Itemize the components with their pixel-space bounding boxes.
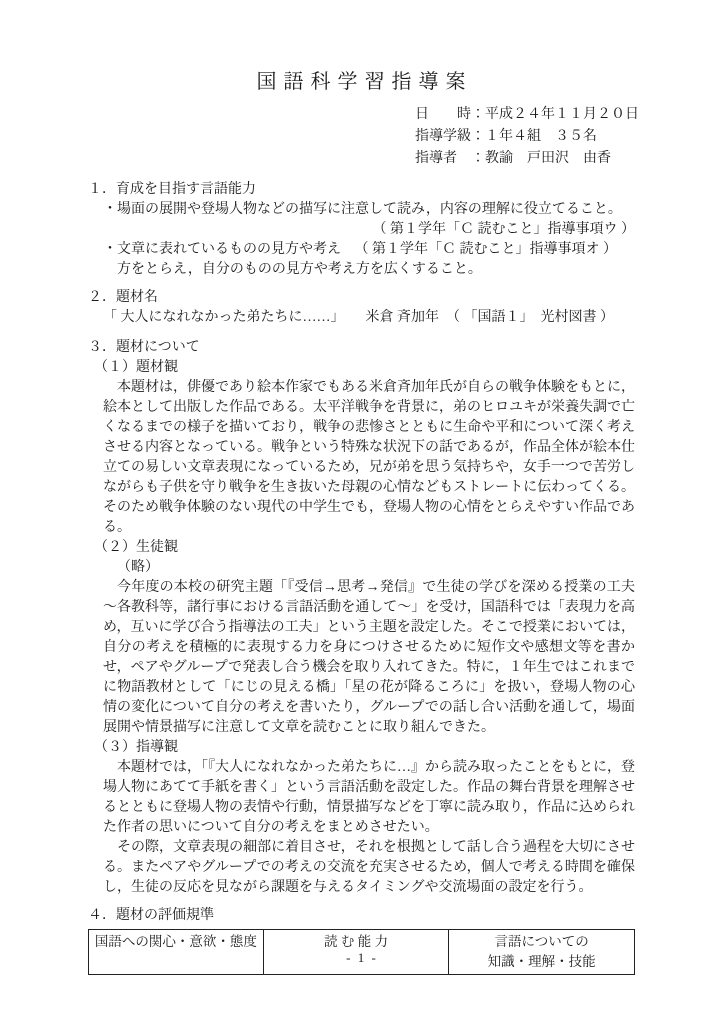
subsection1-heading: （１）題材観 [94,360,178,375]
reference-note-1: （ 第１学年「Ｃ 読むこと」指導事項ウ ） [372,222,635,237]
column-header-reading-ability: 読 む 能 力 [263,930,449,975]
section-material-name [88,288,635,328]
page-title: 国 語 科 学 習 指 導 案 [256,71,467,93]
column-header-interest-attitude: 国語への関心・意欲・態度 [89,930,264,975]
omission-note: （略） [117,560,159,575]
section2-heading: ２．題材名 [88,290,158,305]
header-meta [415,104,639,170]
section3-heading: ３．題材について [88,340,200,355]
subsection3-heading: （３）指導観 [94,740,178,755]
teaching-view-paragraph-1: 本題材では，「『大人になれなかった弟たちに…』から読み取ったことをもとに，登場人物にあてて手紙を書く」という言語活動を設定した。作品の舞台背景を理解させるとともに登場人物の表情や行動，情景描写などを丁寧に読み取り，作品に込められた作者の思いについて自分の考えをまとめさせたい。 [103,760,635,835]
subsection2-heading: （２）生徒観 [94,540,178,555]
page-number: - 1 - [346,950,378,965]
section-language-abilities [88,180,635,280]
meta-teacher: 指導者 ：教諭 戸田沢 由香 [415,151,611,166]
teaching-view-paragraph-2: その際，文章表現の細部に着目させ，それを根拠として話し合う過程を大切にさせる。またペアやグループでの考えの交流を充実させるため，個人で考える時間を確保し，生徒の反応を見ながら課題を与えるタイミングや交流場面の設定を行う。 [103,840,635,895]
meta-class-group: 指導学級：１年４組 ３５名 [415,129,597,144]
section-about-material [88,338,635,898]
bullet-item-2 [103,240,635,280]
column-header-language-knowledge-line1: 言語についての [494,934,589,949]
bullet-item-1: ・場面の展開や登場人物などの描写に注意して読み，内容の理解に役立てること。 [103,202,622,217]
material-view-paragraph: 本題材は，俳優であり絵本作家でもある米倉斉加年氏が自らの戦争体験をもとに，絵本として出版した作品である。太平洋戦争を背景に，弟のヒロユキが栄養失調で亡くなるまでの様子を描いており，戦争の悲惨さとともに生命や平和について深く考えさせる内容となっている。戦争という特殊な状況下の話であるが，作品全体が絵本仕立ての易しい文章表現になっているため，兄が弟を思う気持ちや，女手一つで苦労しながらも子供を守り戦争を生き抜いた母親の心情などもストレートに伝わってくる。そのため戦争体験のない現代の中学生でも，登場人物の心情をとらえやすい作品である。 [103,380,635,535]
section1-heading: １．育成を目指す言語能力 [88,182,256,197]
section4-heading: ４．題材の評価規準 [88,908,214,923]
reference-note-2: （ 第１学年「Ｃ 読むこと」指導事項オ ） [354,242,617,257]
work-title-line: 「 大人になれなかった弟たちに……」 米倉 斉加年 （ 「国語１」 光村図書 ） [103,310,614,325]
meta-datetime: 日 時：平成２４年１１月２０日 [415,107,639,122]
bullet-item-2-text: ・文章に表れているものの見方や考え方をとらえ，自分のものの見方や考え方を広くすること。 [103,242,482,277]
student-view-paragraph: 今年度の本校の研究主題「『受信→思考→発信』で生徒の学びを深める授業の工夫～各教科等，諸行事における言語活動を通して～」を受け，国語科では「表現力を高め，互いに学び合う指導法の工夫」という主題を設定した。そこで授業においては，自分の考えを積極的に表現する力を身につけさせるために短作文や感想文等を書かせ，ペアやグループで発表し合う機会を取り入れてきた。特に，１年生ではこれまでに物語教材として「にじの見える橋」「星の花が降るころに」を扱い，登場人物の心情の変化について自分の考えを書いたり，グループでの話し合い活動を通して，場面展開や情景描写に注意して文章を読むことに取り組んできた。 [103,580,635,735]
column-header-language-knowledge-line2: 知識・理解・技能 [487,954,596,969]
